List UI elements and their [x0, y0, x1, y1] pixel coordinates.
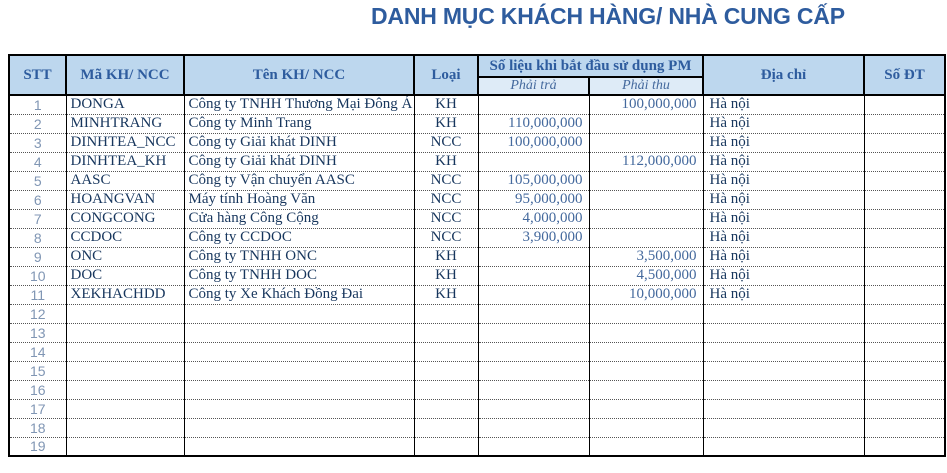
cell-phone[interactable]	[864, 228, 945, 247]
cell-code[interactable]: DINHTEA_KH	[66, 152, 184, 171]
table-row	[9, 304, 945, 323]
cell-phone[interactable]	[864, 114, 945, 133]
cell-phone[interactable]	[864, 171, 945, 190]
cell-name[interactable]	[184, 380, 414, 399]
cell-name[interactable]	[184, 304, 414, 323]
cell-stt[interactable]: 6	[9, 190, 66, 209]
cell-code[interactable]: CCDOC	[66, 228, 184, 247]
cell-stt[interactable]: 2	[9, 114, 66, 133]
cell-code[interactable]	[66, 304, 184, 323]
cell-phone[interactable]	[864, 342, 945, 361]
cell-payable[interactable]: 100,000,000	[478, 133, 589, 152]
cell-receivable[interactable]	[589, 133, 703, 152]
cell-type[interactable]: KH	[414, 247, 478, 266]
cell-stt[interactable]: 3	[9, 133, 66, 152]
cell-name[interactable]: Công ty CCDOC	[184, 228, 414, 247]
cell-phone[interactable]	[864, 247, 945, 266]
table-row	[9, 399, 945, 418]
cell-phone[interactable]	[864, 152, 945, 171]
table-header	[9, 55, 945, 95]
cell-type[interactable]	[414, 342, 478, 361]
cell-type[interactable]: NCC	[414, 133, 478, 152]
cell-stt[interactable]: 19	[9, 437, 66, 456]
cell-code[interactable]	[66, 323, 184, 342]
cell-stt[interactable]: 1	[9, 95, 66, 114]
cell-address[interactable]: Hà nội	[703, 228, 864, 247]
cell-receivable[interactable]: 3,500,000	[589, 247, 703, 266]
cell-stt[interactable]: 16	[9, 380, 66, 399]
table-row	[9, 361, 945, 380]
cell-payable[interactable]	[478, 323, 589, 342]
cell-stt[interactable]: 5	[9, 171, 66, 190]
cell-type[interactable]: NCC	[414, 228, 478, 247]
cell-receivable[interactable]	[589, 304, 703, 323]
cell-type[interactable]	[414, 323, 478, 342]
table-row	[9, 342, 945, 361]
cell-payable[interactable]	[478, 247, 589, 266]
cell-type[interactable]: NCC	[414, 171, 478, 190]
cell-name[interactable]: Công ty TNHH DOC	[184, 266, 414, 285]
cell-stt[interactable]: 7	[9, 209, 66, 228]
cell-stt[interactable]: 18	[9, 418, 66, 437]
cell-code[interactable]: HOANGVAN	[66, 190, 184, 209]
cell-payable[interactable]	[478, 152, 589, 171]
header-code[interactable]: Mã KH/ NCC	[66, 55, 184, 95]
cell-receivable[interactable]	[589, 209, 703, 228]
cell-code[interactable]: AASC	[66, 171, 184, 190]
cell-address[interactable]	[703, 380, 864, 399]
cell-stt[interactable]: 4	[9, 152, 66, 171]
cell-code[interactable]	[66, 361, 184, 380]
table-row	[9, 380, 945, 399]
cell-address[interactable]	[703, 399, 864, 418]
cell-payable[interactable]	[478, 266, 589, 285]
cell-code[interactable]: DOC	[66, 266, 184, 285]
cell-payable[interactable]	[478, 399, 589, 418]
cell-phone[interactable]	[864, 437, 945, 456]
header-payable[interactable]: Phải trả	[478, 77, 589, 95]
table-row	[9, 209, 945, 228]
cell-type[interactable]: KH	[414, 114, 478, 133]
table-row	[9, 133, 945, 152]
cell-phone[interactable]	[864, 133, 945, 152]
cell-address[interactable]: Hà nội	[703, 133, 864, 152]
cell-receivable[interactable]: 4,500,000	[589, 266, 703, 285]
cell-name[interactable]: Công ty Minh Trang	[184, 114, 414, 133]
cell-payable[interactable]	[478, 418, 589, 437]
cell-receivable[interactable]	[589, 437, 703, 456]
cell-name[interactable]: Máy tính Hoàng Văn	[184, 190, 414, 209]
cell-code[interactable]: ONC	[66, 247, 184, 266]
cell-address[interactable]: Hà nội	[703, 247, 864, 266]
cell-payable[interactable]	[478, 361, 589, 380]
cell-code[interactable]: DONGA	[66, 95, 184, 114]
cell-name[interactable]	[184, 342, 414, 361]
table-row	[9, 418, 945, 437]
cell-phone[interactable]	[864, 380, 945, 399]
cell-address[interactable]: Hà nội	[703, 114, 864, 133]
cell-stt[interactable]: 13	[9, 323, 66, 342]
cell-receivable[interactable]	[589, 380, 703, 399]
cell-address[interactable]: Hà nội	[703, 266, 864, 285]
cell-phone[interactable]	[864, 95, 945, 114]
cell-type[interactable]	[414, 361, 478, 380]
page-title: DANH MỤC KHÁCH HÀNG/ NHÀ CUNG CẤP	[371, 3, 845, 29]
cell-phone[interactable]	[864, 361, 945, 380]
cell-receivable[interactable]	[589, 361, 703, 380]
cell-address[interactable]: Hà nội	[703, 209, 864, 228]
cell-code[interactable]	[66, 380, 184, 399]
cell-address[interactable]	[703, 418, 864, 437]
header-name[interactable]: Tên KH/ NCC	[184, 55, 414, 95]
cell-code[interactable]	[66, 342, 184, 361]
cell-code[interactable]	[66, 418, 184, 437]
customer-supplier-table	[8, 54, 946, 457]
cell-receivable[interactable]	[589, 342, 703, 361]
table-row	[9, 285, 945, 304]
cell-receivable[interactable]: 100,000,000	[589, 95, 703, 114]
cell-code[interactable]: XEKHACHDD	[66, 285, 184, 304]
cell-receivable[interactable]	[589, 190, 703, 209]
cell-receivable[interactable]	[589, 399, 703, 418]
cell-stt[interactable]: 14	[9, 342, 66, 361]
cell-receivable[interactable]	[589, 418, 703, 437]
cell-name[interactable]	[184, 399, 414, 418]
table-row	[9, 323, 945, 342]
cell-address[interactable]	[703, 304, 864, 323]
cell-name[interactable]: Công ty Giải khát DINH	[184, 152, 414, 171]
cell-phone[interactable]	[864, 285, 945, 304]
cell-payable[interactable]	[478, 437, 589, 456]
table-row	[9, 171, 945, 190]
cell-address[interactable]	[703, 361, 864, 380]
cell-type[interactable]: KH	[414, 95, 478, 114]
cell-stt[interactable]: 17	[9, 399, 66, 418]
cell-stt[interactable]: 9	[9, 247, 66, 266]
cell-name[interactable]	[184, 437, 414, 456]
cell-code[interactable]: MINHTRANG	[66, 114, 184, 133]
header-phone[interactable]: Số ĐT	[864, 55, 945, 95]
header-address[interactable]: Địa chỉ	[703, 55, 864, 95]
cell-stt[interactable]: 15	[9, 361, 66, 380]
cell-receivable[interactable]	[589, 323, 703, 342]
cell-phone[interactable]	[864, 399, 945, 418]
cell-address[interactable]: Hà nội	[703, 95, 864, 114]
cell-payable[interactable]	[478, 285, 589, 304]
table-row	[9, 247, 945, 266]
table-row	[9, 266, 945, 285]
cell-name[interactable]: Công ty TNHH ONC	[184, 247, 414, 266]
table-row	[9, 190, 945, 209]
cell-stt[interactable]: 8	[9, 228, 66, 247]
cell-address[interactable]: Hà nội	[703, 190, 864, 209]
cell-payable[interactable]: 4,000,000	[478, 209, 589, 228]
table-row	[9, 228, 945, 247]
cell-type[interactable]	[414, 304, 478, 323]
table-row	[9, 95, 945, 114]
cell-code[interactable]	[66, 399, 184, 418]
cell-phone[interactable]	[864, 209, 945, 228]
cell-type[interactable]	[414, 399, 478, 418]
cell-payable[interactable]: 110,000,000	[478, 114, 589, 133]
cell-type[interactable]: KH	[414, 152, 478, 171]
cell-address[interactable]: Hà nội	[703, 152, 864, 171]
cell-payable[interactable]	[478, 95, 589, 114]
cell-name[interactable]: Công ty Vận chuyển AASC	[184, 171, 414, 190]
table-row	[9, 114, 945, 133]
cell-stt[interactable]: 10	[9, 266, 66, 285]
cell-stt[interactable]: 12	[9, 304, 66, 323]
cell-name[interactable]: Công ty TNHH Thương Mại Đông Á	[184, 95, 414, 114]
cell-payable[interactable]: 105,000,000	[478, 171, 589, 190]
cell-address[interactable]: Hà nội	[703, 285, 864, 304]
cell-type[interactable]: NCC	[414, 209, 478, 228]
cell-name[interactable]	[184, 323, 414, 342]
cell-name[interactable]: Công ty Giải khát DINH	[184, 133, 414, 152]
cell-code[interactable]	[66, 437, 184, 456]
cell-address[interactable]	[703, 323, 864, 342]
cell-receivable[interactable]	[589, 114, 703, 133]
cell-name[interactable]: Công ty Xe Khách Đồng Đai	[184, 285, 414, 304]
cell-name[interactable]: Cửa hàng Công Cộng	[184, 209, 414, 228]
cell-phone[interactable]	[864, 266, 945, 285]
cell-type[interactable]	[414, 380, 478, 399]
cell-payable[interactable]	[478, 380, 589, 399]
cell-type[interactable]	[414, 418, 478, 437]
cell-code[interactable]: CONGCONG	[66, 209, 184, 228]
cell-receivable[interactable]	[589, 171, 703, 190]
table-row	[9, 152, 945, 171]
cell-name[interactable]	[184, 361, 414, 380]
table-body	[9, 95, 945, 456]
cell-payable[interactable]	[478, 342, 589, 361]
cell-payable[interactable]: 95,000,000	[478, 190, 589, 209]
header-stt[interactable]: STT	[9, 55, 66, 95]
cell-type[interactable]: KH	[414, 285, 478, 304]
cell-type[interactable]: KH	[414, 266, 478, 285]
cell-phone[interactable]	[864, 190, 945, 209]
cell-receivable[interactable]	[589, 228, 703, 247]
table-row	[9, 437, 945, 456]
cell-code[interactable]: DINHTEA_NCC	[66, 133, 184, 152]
cell-address[interactable]: Hà nội	[703, 171, 864, 190]
cell-payable[interactable]	[478, 304, 589, 323]
cell-phone[interactable]	[864, 323, 945, 342]
cell-phone[interactable]	[864, 304, 945, 323]
cell-phone[interactable]	[864, 418, 945, 437]
cell-stt[interactable]: 11	[9, 285, 66, 304]
header-type[interactable]: Loại	[414, 55, 478, 95]
header-opening-group[interactable]: Số liệu khi bắt đầu sử dụng PM	[478, 55, 703, 77]
cell-name[interactable]	[184, 418, 414, 437]
header-receivable[interactable]: Phải thu	[589, 77, 703, 95]
cell-address[interactable]	[703, 437, 864, 456]
cell-receivable[interactable]: 112,000,000	[589, 152, 703, 171]
cell-address[interactable]	[703, 342, 864, 361]
cell-type[interactable]: NCC	[414, 190, 478, 209]
cell-payable[interactable]: 3,900,000	[478, 228, 589, 247]
cell-type[interactable]	[414, 437, 478, 456]
cell-receivable[interactable]: 10,000,000	[589, 285, 703, 304]
